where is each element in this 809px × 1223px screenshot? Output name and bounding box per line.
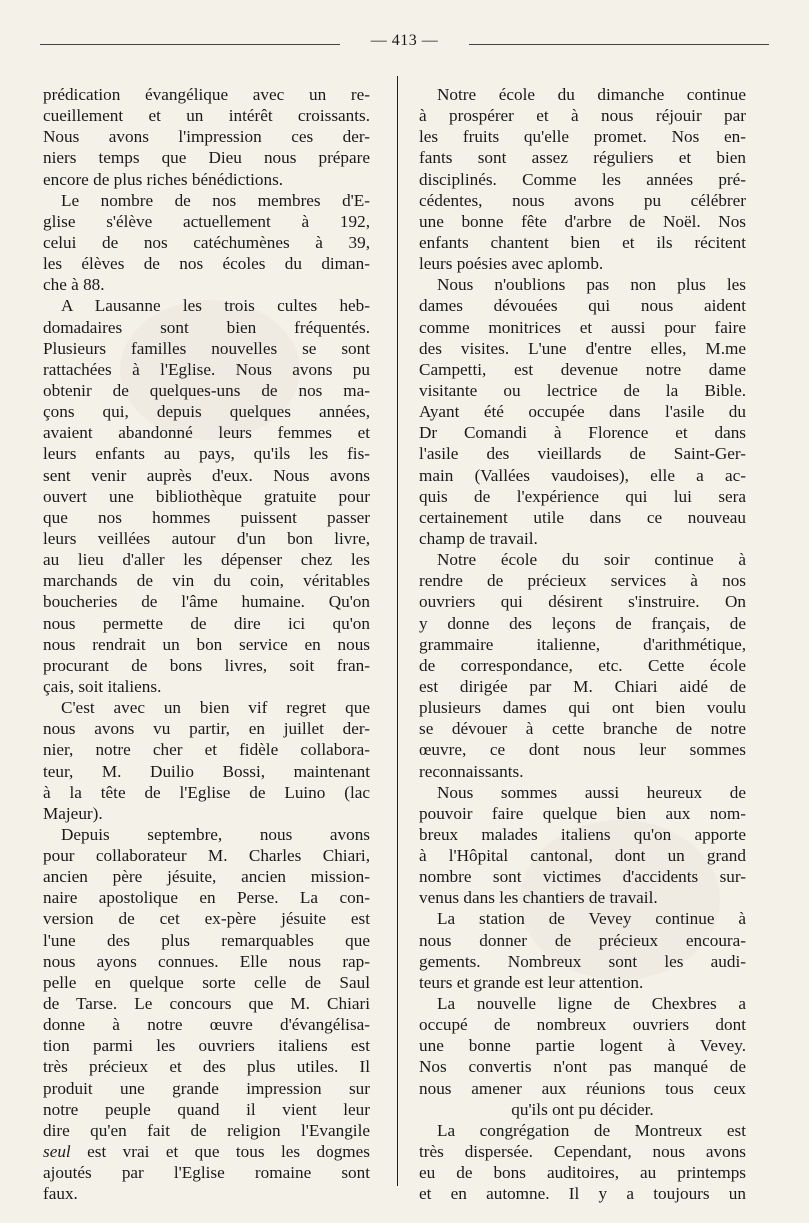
text-line: nombre sont victimes d'accidents sur- (419, 867, 746, 887)
text-line: occupé de nombreux ouvriers dont (419, 1015, 746, 1035)
text-line: des visites. L'une d'entre elles, M.me (419, 338, 746, 358)
text-line: disciplinés. Comme les années pré- (419, 169, 746, 189)
text-line: comme monitrices et aussi pour faire (419, 317, 746, 337)
text-line: Le nombre de nos membres d'E- (61, 190, 370, 210)
column-divider (397, 76, 398, 1186)
text-line: les élèves de nos écoles du diman- (43, 254, 370, 274)
text-line: C'est avec un bien vif regret que (61, 698, 370, 718)
text-line: Plusieurs familles nouvelles se sont (43, 338, 370, 358)
text-line: dames dévouées qui nous aident (419, 296, 746, 316)
text-line: certainement utile dans ce nouveau (419, 507, 746, 527)
text-line: leurs enfants au pays, qu'ils les fis- (43, 444, 370, 464)
text-line: Depuis septembre, nous avons (61, 824, 370, 844)
text-line: rendre de précieux services à nos (419, 571, 746, 591)
text-line: au lieu d'aller les dépenser chez les (43, 550, 370, 570)
text-line: çais, soit italiens. (43, 676, 162, 696)
text-line: plusieurs dames qui ont bien voulu (419, 698, 746, 718)
text-line: une bonne fête d'arbre de Noël. Nos (419, 211, 746, 231)
text-line: grammaire italienne, d'arithmétique, (419, 634, 746, 654)
text-line: Nos convertis n'ont pas manqué de (419, 1057, 746, 1077)
text-line: est dirigée par M. Chiari aidé de (419, 676, 746, 696)
text-line: pelle en quelque sorte celle de Saul (43, 972, 370, 992)
text-line: à l'Hôpital cantonal, dont un grand (419, 846, 746, 866)
text-line: leurs poésies avec aplomb. (419, 254, 604, 274)
text-line: Campetti, est devenue notre dame (419, 359, 746, 379)
text-line: che à 88. (43, 275, 105, 295)
text-line: niers temps que Dieu nous prépare (43, 148, 370, 168)
text-line: notre peuple quand il vient leur (43, 1099, 370, 1119)
text-line: cédentes, nous avons pu célébrer (419, 190, 746, 210)
text-line: ouvert une bibliothèque gratuite pour (43, 486, 370, 506)
text-line: sent venir auprès d'eux. Nous avons (43, 465, 370, 485)
text-line: de Tarse. Le concours que M. Chiari (43, 994, 370, 1014)
text-line: nous rendrait un bon service en nous (43, 634, 370, 654)
text-line: à prospérer et à nous réjouir par (419, 106, 746, 126)
text-line: çons qui, depuis quelques années, (43, 402, 370, 422)
text-line: nous avons vu partir, en juillet der- (43, 719, 370, 739)
text-line: l'asile des vieillards de Saint-Ger- (419, 444, 746, 464)
text-line: procurant de bons livres, soit fran- (43, 655, 370, 675)
text-line: version de cet ex-père jésuite est (43, 909, 370, 929)
text-line: nous permette de dire ici qu'on (43, 613, 370, 633)
text-line: Dr Comandi à Florence et dans (419, 423, 746, 443)
text-line: Notre école du soir continue à (437, 550, 746, 570)
text-line: œuvre, ce dont nous leur sommes (419, 740, 746, 760)
text-line: de correspondance, etc. Cette école (419, 655, 746, 675)
text-line: à la tête de l'Eglise de Luino (lac (43, 782, 370, 802)
text-line: se dévouer à cette branche de notre (419, 719, 746, 739)
text-line: celui de nos catéchumènes à 39, (43, 232, 370, 252)
text-line: gements. Nombreux sont les audi- (419, 951, 746, 971)
text-line: Ayant été occupée dans l'asile du (419, 402, 746, 422)
text-line: breux malades italiens qu'on apporte (419, 824, 746, 844)
text-line: pouvoir faire quelque bien aux nom- (419, 803, 746, 823)
page-number: — 413 — (370, 32, 439, 49)
text-line: quis de l'expérience qui lui sera (419, 486, 746, 506)
text-line: ancien père jésuite, ancien mission- (43, 867, 370, 887)
text-line: nous ayons connues. Elle nous rap- (43, 951, 370, 971)
text-line: Nous sommes aussi heureux de (437, 782, 746, 802)
text-line: encore de plus riches bénédictions. (43, 169, 284, 189)
header-rule-right (469, 44, 769, 45)
text-line: dire qu'en fait de religion l'Evangile (43, 1120, 370, 1140)
text-line: Notre école du dimanche continue (437, 85, 746, 104)
text-line: pour collaborateur M. Charles Chiari, (43, 846, 370, 866)
text-line: qu'ils ont pu décider. (511, 1099, 654, 1119)
text-line: et en automne. Il y a toujours un (419, 1184, 746, 1204)
text-line: fants sont assez réguliers et bien (419, 148, 746, 168)
text-line: que nos hommes puissent passer (43, 507, 370, 527)
text-line: obtenir de quelques-uns de nos ma- (43, 380, 370, 400)
text-line: ouvriers qui désirent s'instruire. On (419, 592, 746, 612)
text-line: seul est vrai et que tous les dogmes (43, 1142, 370, 1162)
text-line: très dispersée. Cependant, nous avons (419, 1142, 746, 1162)
text-line: l'une des plus remarquables que (43, 930, 370, 950)
text-line: glise s'élève actuellement à 192, (43, 211, 370, 231)
text-line: ajoutés par l'Eglise romaine sont (43, 1163, 370, 1183)
text-line: marchands de vin du coin, véritables (43, 571, 370, 591)
text-line: y donne des leçons de français, de (419, 613, 746, 633)
text-line: boucheries de l'âme humaine. Qu'on (43, 592, 370, 612)
text-line: nous amener aux réunions tous ceux (419, 1078, 746, 1098)
text-line: cueillement et un intérêt croissants. (43, 106, 370, 126)
text-line: teurs et grande est leur attention. (419, 972, 644, 992)
text-line: nous donner de précieux encoura- (419, 930, 746, 950)
text-line: leurs veillées autour d'un bon livre, (43, 528, 370, 548)
text-line: main (Vallées vaudoises), elle a ac- (419, 465, 746, 485)
text-line: A Lausanne les trois cultes heb- (61, 296, 370, 316)
right-column (419, 84, 746, 1204)
text-line: champ de travail. (419, 528, 538, 548)
text-line: prédication évangélique avec un re- (43, 85, 370, 104)
page-header (40, 30, 769, 60)
text-line: enfants chantent bien et ils récitent (419, 232, 746, 252)
text-line: produit une grande impression sur (43, 1078, 370, 1098)
text-line: faux. (43, 1184, 78, 1204)
text-line: donne à notre œuvre d'évangélisa- (43, 1015, 370, 1035)
text-line: venus dans les chantiers de travail. (419, 888, 658, 908)
text-line: les fruits qu'elle promet. Nos en- (419, 127, 746, 147)
text-line: avaient abandonné leurs femmes et (43, 423, 370, 443)
text-line: naire apostolique en Perse. La con- (43, 888, 370, 908)
text-line: visitante ou lectrice de la Bible. (419, 380, 746, 400)
text-line: Nous n'oublions pas non plus les (437, 275, 746, 295)
text-line: nier, notre cher et fidèle collabora- (43, 740, 370, 760)
text-line: reconnaissants. (419, 761, 524, 781)
text-line: La congrégation de Montreux est (437, 1120, 746, 1140)
text-line: domadaires sont bien fréquentés. (43, 317, 370, 337)
header-rule-left (40, 44, 340, 45)
left-column (43, 84, 370, 1204)
text-line: une bonne partie logent à Vevey. (419, 1036, 746, 1056)
text-line: eu de bons auditoires, au printemps (419, 1163, 746, 1183)
text-line: La station de Vevey continue à (437, 909, 746, 929)
text-line: La nouvelle ligne de Chexbres a (437, 994, 746, 1014)
text-line: Majeur). (43, 803, 103, 823)
text-line: très précieux et des plus utiles. Il (43, 1057, 370, 1077)
text-line: tion parmi les ouvriers italiens est (43, 1036, 370, 1056)
text-line: rattachées à l'Eglise. Nous avons pu (43, 359, 370, 379)
text-line: Nous avons l'impression ces der- (43, 127, 370, 147)
text-line: teur, M. Duilio Bossi, maintenant (43, 761, 370, 781)
